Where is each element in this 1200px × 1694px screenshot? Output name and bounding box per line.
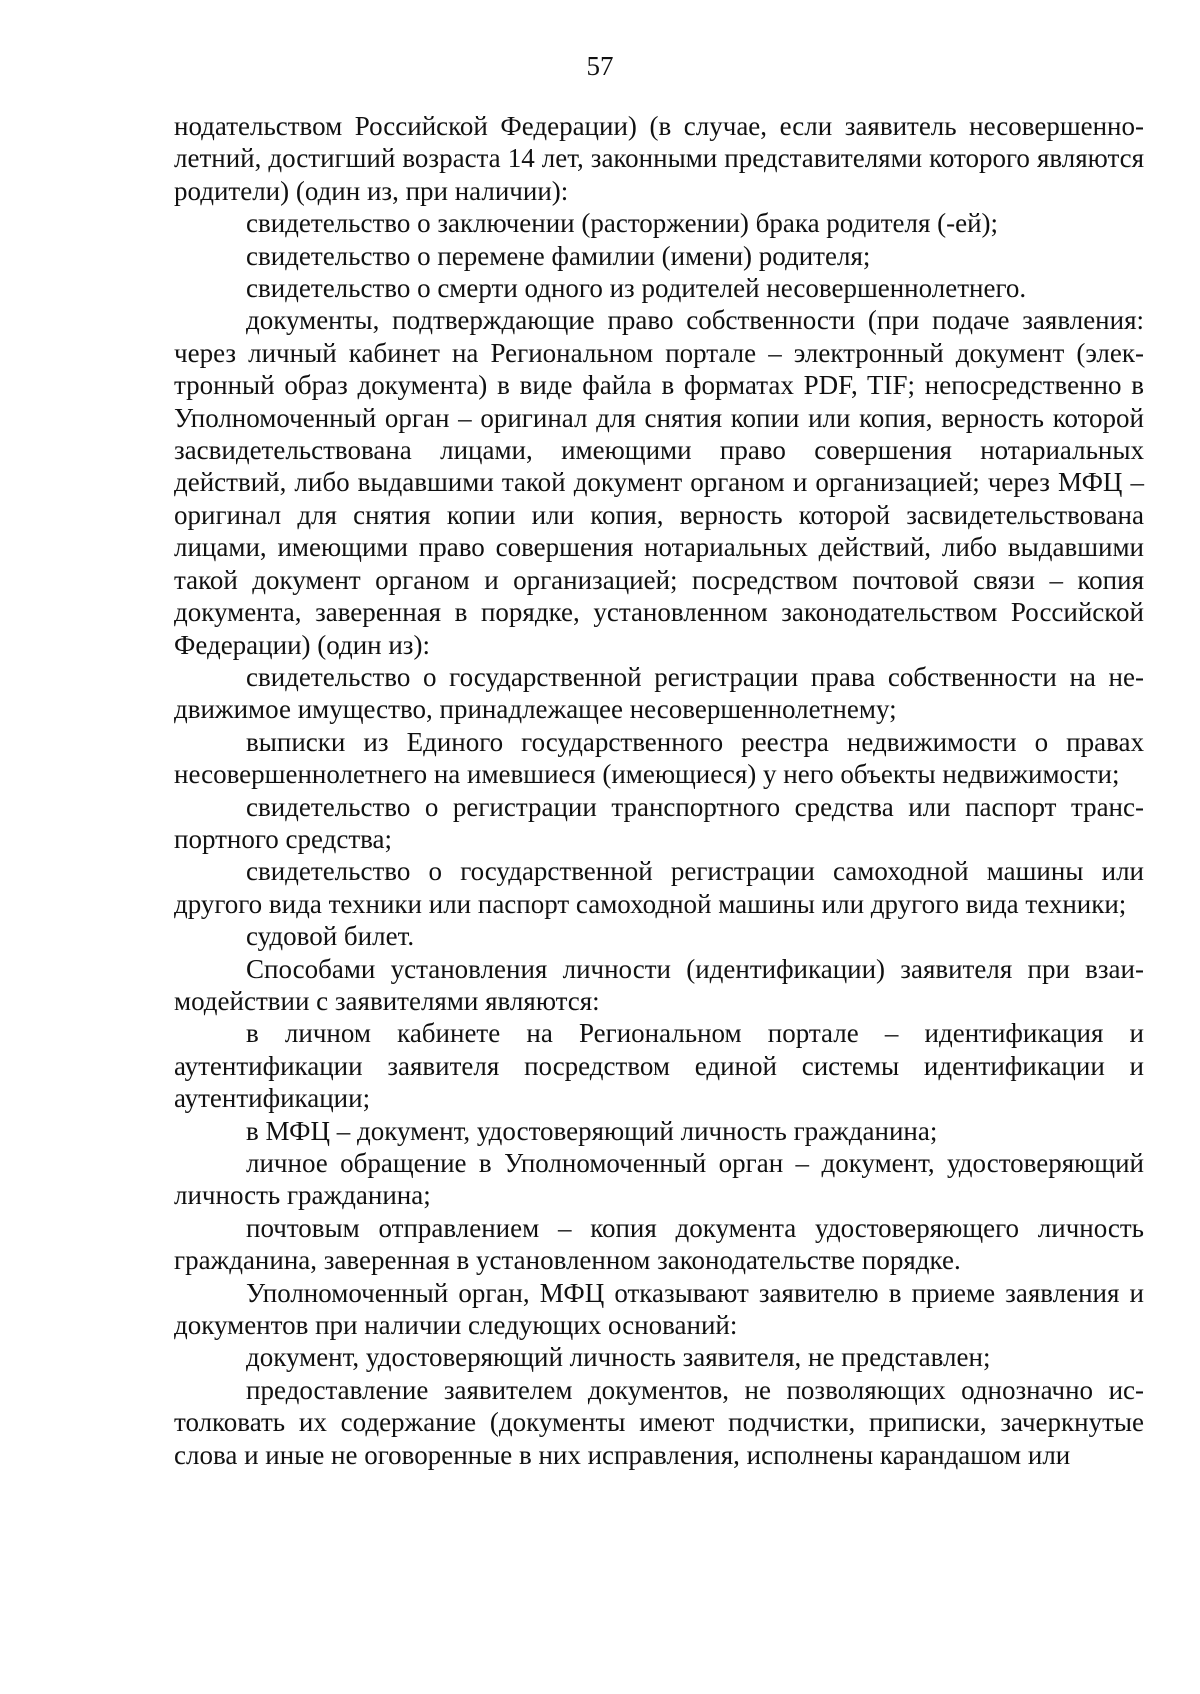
paragraph: свидетельство о смерти одного из родителей несовершеннолетнего. xyxy=(246,273,1027,304)
paragraph: в личном кабинете на Региональном портале – идентификация и аутентификации заявителя посредством единой системы идентификации и аутентификации; xyxy=(174,1018,1144,1114)
paragraph: в МФЦ – документ, удостоверяющий личность гражданина; xyxy=(246,1115,938,1146)
page-number: 57 xyxy=(586,51,614,81)
document-body xyxy=(174,110,1144,1471)
paragraph: свидетельство о государственной регистрации права собственности на недвижимое имущество, принадлежащее несовершеннолетнему; xyxy=(174,661,1144,725)
paragraph: свидетельство о государственной регистрации самоходной машины или другого вида техники или паспорт самоходной машины или другого вида техники; xyxy=(174,856,1144,919)
paragraph: документы, подтверждающие право собственности (при подаче заявления: через личный кабинет на Региональном портале – электронный документ (электронный образ документа) в виде файла в форматах PDF, TIF; непосредственно в Уполномоченный орган – оригинал для снятия копии или копия, верность которой засвидетельствована лицами, имеющими право совершения нотариальных действий, либо выдавшими такой документ органом и организацией; через МФЦ – оригинал для снятия копии или копия, верность которой засвидетельствована лицами, имеющими право совершения нотариальных действий, либо выдавшими такой документ органом и организацией; посредством почтовой связи – копия документа, заверенная в порядке, установленном законодательством Российской Федерации) (один из): xyxy=(174,305,1144,660)
paragraph: нодательством Российской Федерации) (в случае, если заявитель несовершеннолетний, достигший возраста 14 лет, законными представителями которого являются родители) (один из, при наличии): xyxy=(174,111,1144,206)
paragraph: свидетельство о регистрации транспортного средства или паспорт транспортного средства; xyxy=(174,791,1144,854)
paragraph: личное обращение в Уполномоченный орган – документ, удостоверяющий личность гражданина; xyxy=(174,1148,1144,1211)
paragraph: Уполномоченный орган, МФЦ отказывают заявителю в приеме заявления и документов при наличии следующих оснований: xyxy=(174,1277,1144,1341)
paragraph: Способами установления личности (идентификации) заявителя при взаимодействии с заявителями являются: xyxy=(174,953,1144,1016)
paragraph: свидетельство о заключении (расторжении) брака родителя (-ей); xyxy=(246,208,999,239)
paragraph: документ, удостоверяющий личность заявителя, не представлен; xyxy=(246,1342,991,1373)
paragraph: почтовым отправлением – копия документа удостоверяющего личность гражданина, заверенная в установленном законодательстве порядке. xyxy=(174,1212,1144,1276)
paragraph: выписки из Единого государственного реестра недвижимости о правах несовершеннолетнего на имевшиеся (имеющиеся) у него объекты недвижимости; xyxy=(174,726,1144,790)
paragraph: предоставление заявителем документов, не позволяющих однозначно истолковать их содержание (документы имеют подчистки, приписки, зачеркнутые слова и иные не оговоренные в них исправления, исполнены карандашом или xyxy=(174,1374,1144,1470)
paragraph: свидетельство о перемене фамилии (имени) родителя; xyxy=(246,240,871,271)
paragraph: судовой билет. xyxy=(246,921,415,952)
